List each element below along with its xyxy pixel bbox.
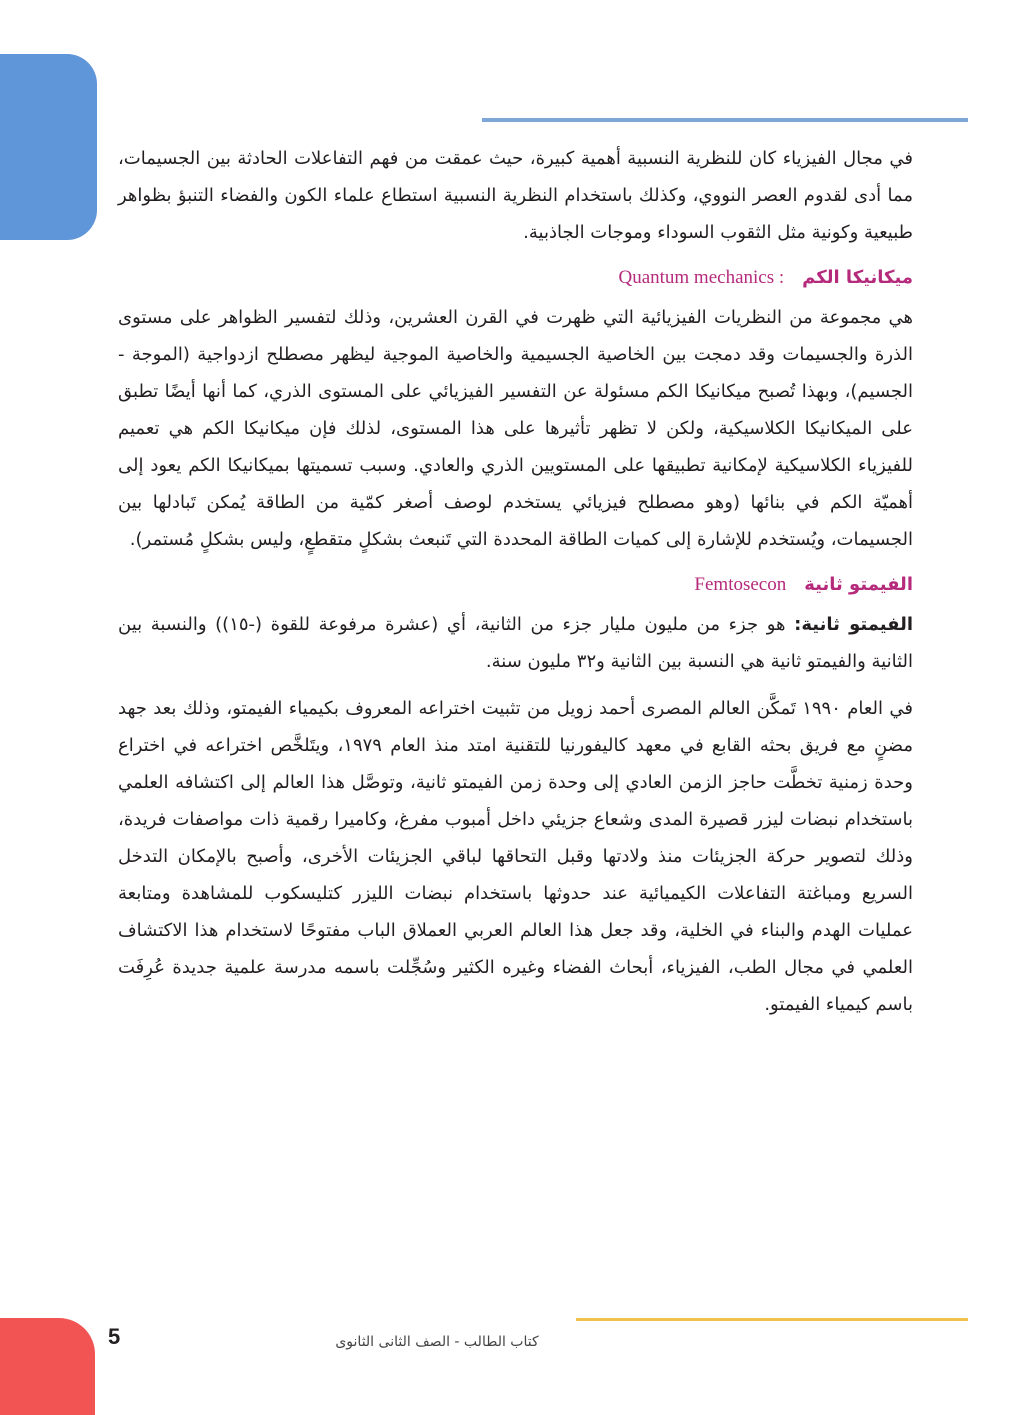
page-number: 5 [108,1324,121,1349]
femto-heading-ar: الفيمتو ثانية [804,574,913,595]
femto-heading-en: Femtosecon [694,574,787,595]
femto-definition-paragraph [118,606,913,680]
page-content [118,140,913,1023]
intro-paragraph: في مجال الفيزياء كان للنظرية النسبية أهمية كبيرة، حيث عمقت من فهم التفاعلات الحادثة بين الجسيمات، مما أدى لقدوم العصر النووي، وكذلك باستخدام النظرية النسبية استطاع علماء الكون والفضاء التنبؤ بظواهر طبيعية وكونية مثل الثقوب السوداء وموجات الجاذبية. [118,148,913,243]
footer-divider [576,1318,968,1321]
chapter-tab [0,54,97,240]
quantum-heading-ar: ميكانيكا الكم [802,267,913,288]
quantum-heading [118,261,913,295]
footer-tab [0,1318,95,1415]
top-divider [482,118,968,122]
quantum-heading-en: Quantum mechanics : [618,267,785,288]
femto-definition-text: هو جزء من مليون مليار جزء من الثانية، أي (عشرة مرفوعة للقوة (-١٥)) والنسبة بين الثانية والفيمتو ثانية هي النسبة بين الثانية و٣٢ مليون سنة. [118,614,913,672]
footer-book-title: كتاب الطالب - الصف الثانى الثانوى [335,1334,539,1350]
femto-heading [118,568,913,602]
femto-definition-lead: الفيمتو ثانية: [794,614,913,635]
quantum-paragraph: هي مجموعة من النظريات الفيزيائية التي ظهرت في القرن العشرين، وذلك لتفسير الظواهر على مستوى الذرة والجسيمات وقد دمجت بين الخاصية الجسيمية والخاصية الموجية ليظهر مصطلح ازدواجية (الموجة - الجسيم)، وبهذا تُصبح ميكانيكا الكم مسئولة عن التفسير الفيزيائي على المستوى الذري، كما أنها أيضًا تطبق على الميكانيكا الكلاسيكية، ولكن لا تظهر تأثيرها على هذا المستوى، لذلك فإن ميكانيكا الكم هي تعميم للفيزياء الكلاسيكية لإمكانية تطبيقها على المستويين الذري والعادي. وسبب تسميتها بميكانيكا الكم يعود إلى أهميّة الكم في بنائها (وهو مصطلح فيزيائي يستخدم لوصف أصغر كمّية من الطاقة يُمكن تَبادلها بين الجسيمات، ويُستخدم للإشارة إلى كميات الطاقة المحددة التي تَنبعث بشكلٍ متقطعٍ، وليس بشكلٍ مُستمر). [118,307,913,550]
femto-history-paragraph: في العام ١٩٩٠ تَمكَّن العالم المصرى أحمد زويل من تثبيت اختراعه المعروف بكيمياء الفيمتو، وذلك بعد جهد مضنٍ مع فريق بحثه القابع في معهد كاليفورنيا للتقنية امتد منذ العام ١٩٧٩، ويتَلخَّص اختراعه في اختراع وحدة زمنية تخطَّت حاجز الزمن العادي إلى وحدة زمن الفيمتو ثانية، وتوصَّل هذا العالم إلى اكتشافه العلمي باستخدام نبضات ليزر قصيرة المدى وشعاع جزيئي داخل أمبوب مفرغ، وكاميرا رقمية ذات مواصفات فريدة، وذلك لتصوير حركة الجزيئات منذ ولادتها وقبل التحاقها لباقي الجزيئات الأخرى، وأصبح بالإمكان التدخل السريع ومباغتة التفاعلات الكيميائية عند حدوثها باستخدام نبضات الليزر كتليسكوب للمشاهدة ومتابعة عمليات الهدم والبناء في الخلية، وقد جعل هذا العالم العربي العملاق الباب مفتوحًا لاستخدام هذا الاكتشاف العلمي في مجال الطب، الفيزياء، أبحاث الفضاء وغيره الكثير وسُجِّلت باسمه مدرسة علمية جديدة عُرِفَت باسم كيمياء الفيمتو. [118,698,913,1015]
